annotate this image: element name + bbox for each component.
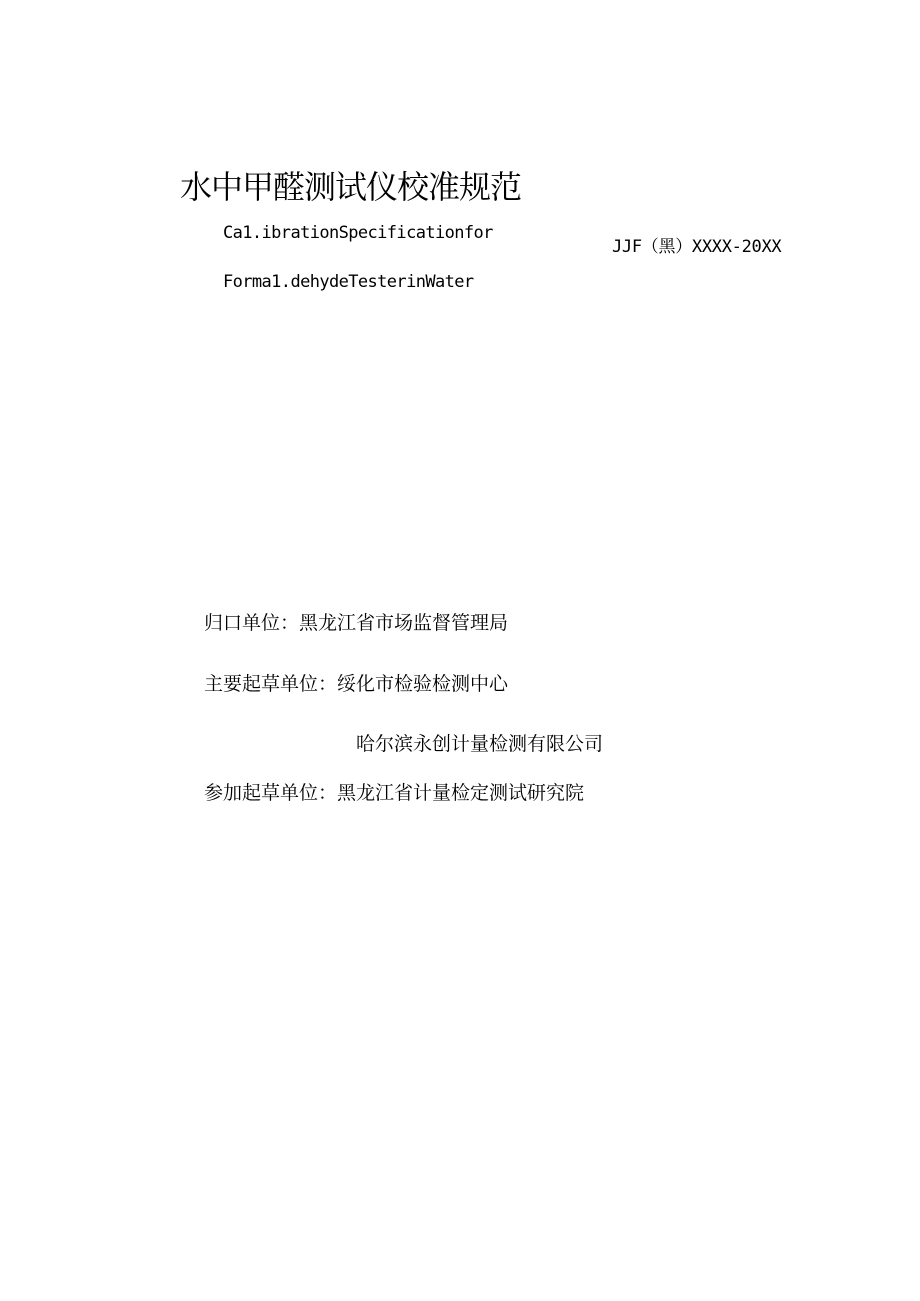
main-drafting-unit: 主要起草单位：绥化市检验检测中心	[204, 673, 509, 695]
standard-code: JJF（黑）XXXX-20XX	[612, 237, 782, 257]
english-title-line-1: Ca1.ibrationSpecificationfor	[223, 223, 493, 243]
responsible-unit: 归口单位：黑龙江省市场监督管理局	[204, 612, 509, 634]
english-title-line-2: Forma1.dehydeTesterinWater	[223, 272, 474, 292]
document-title: 水中甲醛测试仪校准规范	[180, 168, 522, 206]
main-drafting-unit-secondary: 哈尔滨永创计量检测有限公司	[356, 733, 604, 755]
participating-drafting-unit: 参加起草单位：黑龙江省计量检定测试研究院	[204, 782, 585, 804]
